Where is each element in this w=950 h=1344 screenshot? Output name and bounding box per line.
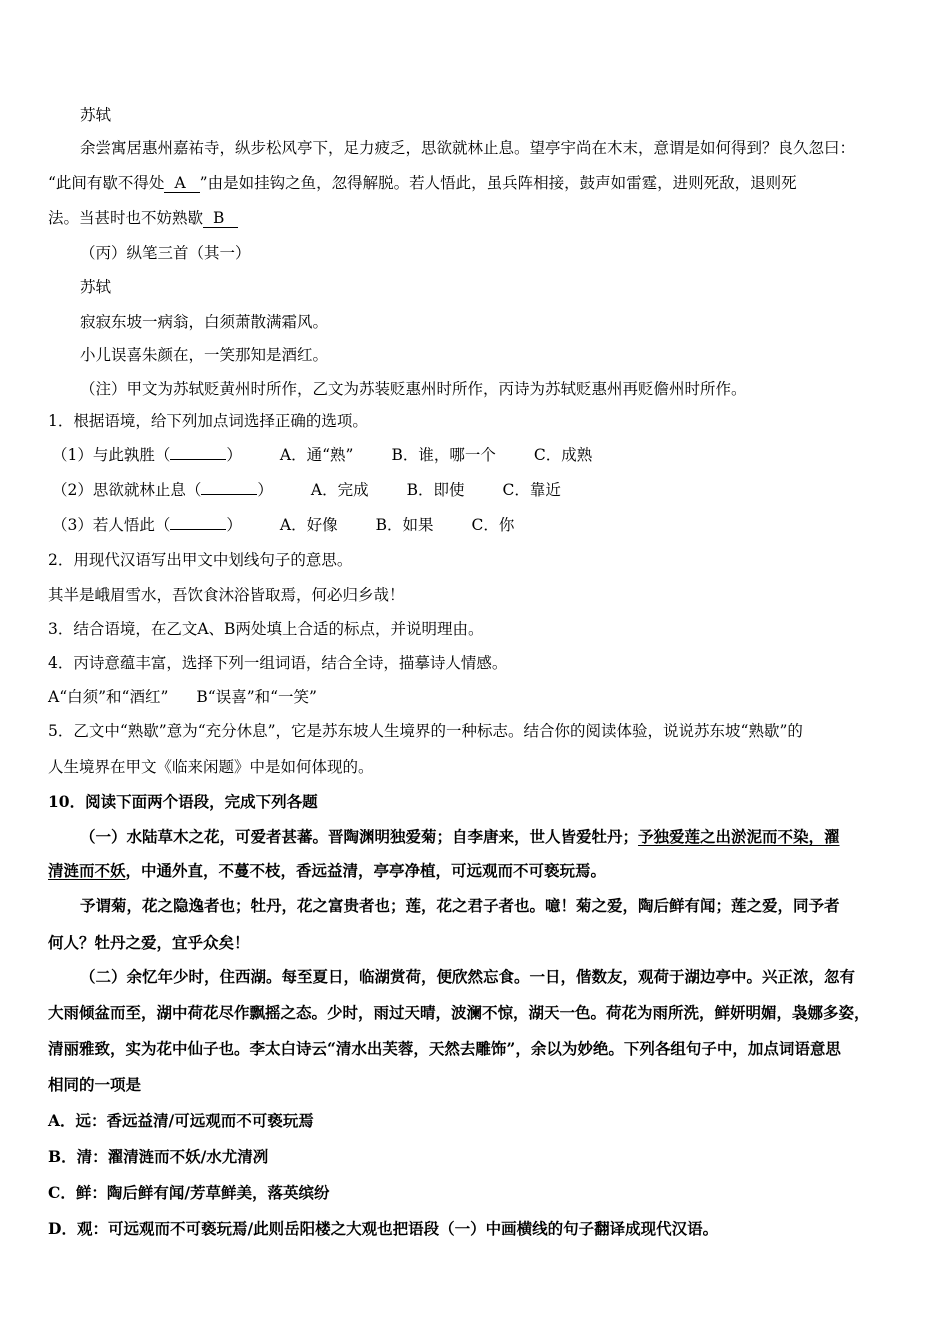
q10-passage-2-line-4: 相同的一项是 <box>48 1075 142 1094</box>
q4-option-b: B“误喜”和“一笑” <box>196 688 317 706</box>
q10-p1-text-b: ，中通外直，不蔓不枝，香远益清，亭亭净植，可远观而不可亵玩焉。 <box>125 861 607 880</box>
q10-option-b: B．清：濯清涟而不妖/水尤清冽 <box>48 1147 269 1166</box>
answer-blank-3[interactable] <box>170 515 226 530</box>
q3-stem: 3．结合语境，在乙文A、B两处填上合适的标点，并说明理由。 <box>48 620 484 638</box>
q1-item-2-option-b: B．即使 <box>406 481 465 499</box>
q4-stem: 4．丙诗意蕴丰富，选择下列一组词语，结合全诗，描摹诗人情感。 <box>48 654 508 672</box>
yi-text-2a: “此间有歇不得处 <box>48 174 165 192</box>
q1-item-1-option-a: A．通“熟” <box>279 446 354 464</box>
q1-item-3-option-c: C．你 <box>471 516 515 534</box>
bing-poem-line-1: 寂寂东坡一病翁，白须萧散满霜风。 <box>80 313 329 331</box>
q10-p1-underlined-a: 予独爱莲之出淤泥而不染，濯 <box>638 827 840 846</box>
q10-passage-1-line-4: 何人？牡丹之爱，宜乎众矣！ <box>48 933 250 952</box>
q4-options <box>48 686 910 708</box>
blank-b: B <box>203 209 238 228</box>
q1-item-1-label: （1）与此孰胜（ <box>52 446 171 464</box>
q1-item-3-close: ） <box>226 516 242 534</box>
q1-item-3-label: （3）若人悟此（ <box>52 516 171 534</box>
q1-item-1 <box>52 444 914 466</box>
q10-option-d: D．观：可远观而不可亵玩焉/此则岳阳楼之大观也把语段（一）中画横线的句子翻译成现代汉语。 <box>48 1219 719 1238</box>
q4-option-a: A“白须”和“酒红” <box>48 688 169 706</box>
yi-text-3a: 法。当甚时也不妨熟歇 <box>48 209 204 227</box>
q1-item-3 <box>52 514 914 536</box>
blank-a: A <box>164 174 199 193</box>
bing-author: 苏轼 <box>80 278 112 296</box>
yi-author: 苏轼 <box>80 106 112 124</box>
yi-text-2b: ”由是如挂钩之鱼，忽得解脱。若人悟此，虽兵阵相接，鼓声如雷霆，进则死敌，退则死 <box>199 174 797 192</box>
q1-item-3-option-a: A．好像 <box>279 516 338 534</box>
answer-blank-2[interactable] <box>201 480 257 495</box>
q10-passage-2-line-3: 清丽雅致，实为花中仙子也。李太白诗云“清水出芙蓉，天然去雕饰”，余以为妙绝。下列各组句子中，加点词语意思 <box>48 1039 841 1058</box>
q2-stem: 2．用现代汉语写出甲文中划线句子的意思。 <box>48 551 353 569</box>
q10-option-a: A．远：香远益清/可远观而不可亵玩焉 <box>48 1111 314 1130</box>
q1-item-3-option-b: B．如果 <box>375 516 434 534</box>
q5-line-1: 5．乙文中“熟歇”意为“充分休息”，它是苏东坡人生境界的一种标志。结合你的阅读体验，说说苏东坡“熟歇”的 <box>48 722 803 740</box>
q2-sentence: 其半是峨眉雪水，吾饮食沐浴皆取焉，何必归乡哉！ <box>48 586 405 604</box>
yi-paragraph-line-3 <box>48 207 910 229</box>
bing-note: （注）甲文为苏轼贬黄州时所作，乙文为苏装贬惠州时所作，丙诗为苏轼贬惠州再贬儋州时所作。 <box>80 380 747 398</box>
q5-line-2: 人生境界在甲文《临来闲题》中是如何体现的。 <box>48 758 374 776</box>
q10-passage-1-line-2 <box>48 860 910 882</box>
q1-item-2-label: （2）思欲就林止息（ <box>52 481 202 499</box>
answer-blank-1[interactable] <box>170 445 226 460</box>
q10-passage-1-line-1 <box>80 826 910 848</box>
q1-item-2-close: ） <box>257 481 273 499</box>
yi-paragraph-line-2 <box>48 172 910 194</box>
q10-passage-1-line-3: 予谓菊，花之隐逸者也；牡丹，花之富贵者也；莲，花之君子者也。噫！菊之爱，陶后鲜有闻；莲之爱，同予者 <box>80 896 840 915</box>
q10-passage-2-line-2: 大雨倾盆而至，湖中荷花尽作飘摇之态。少时，雨过天晴，波澜不惊，湖天一色。荷花为雨所洗，鲜妍明媚，袅娜多姿， <box>48 1003 870 1022</box>
q10-p1-underlined-b: 清涟而不妖 <box>48 861 126 880</box>
q1-item-1-option-b: B．谁，哪一个 <box>391 446 496 464</box>
q1-item-1-close: ） <box>226 446 242 464</box>
q10-p1-text-a: （一）水陆草木之花，可爱者甚蕃。晋陶渊明独爱菊；自李唐来，世人皆爱牡丹； <box>80 827 639 846</box>
q10-option-c: C．鲜：陶后鲜有闻/芳草鲜美，落英缤纷 <box>48 1183 330 1202</box>
q1-item-2-option-c: C．靠近 <box>502 481 561 499</box>
bing-poem-line-2: 小儿误喜朱颜在，一笑那知是酒红。 <box>80 346 329 364</box>
q10-passage-2-line-1: （二）余忆年少时，住西湖。每至夏日，临湖赏荷，便欣然忘食。一日，偕数友，观荷于湖边亭中。兴正浓，忽有 <box>80 967 856 986</box>
q1-item-2-option-a: A．完成 <box>310 481 369 499</box>
yi-paragraph-line-1: 余尝寓居惠州嘉祐寺，纵步松风亭下，足力疲乏，思欲就林止息。望亭宇尚在木末，意谓是如何得到？良久忽曰： <box>80 139 856 157</box>
bing-title: （丙）纵笔三首（其一） <box>80 244 251 262</box>
q1-item-2 <box>52 479 914 501</box>
q1-item-1-option-c: C．成熟 <box>533 446 593 464</box>
q1-stem: 1．根据语境，给下列加点词选择正确的选项。 <box>48 412 368 430</box>
q10-stem: 10．阅读下面两个语段，完成下列各题 <box>48 792 318 811</box>
